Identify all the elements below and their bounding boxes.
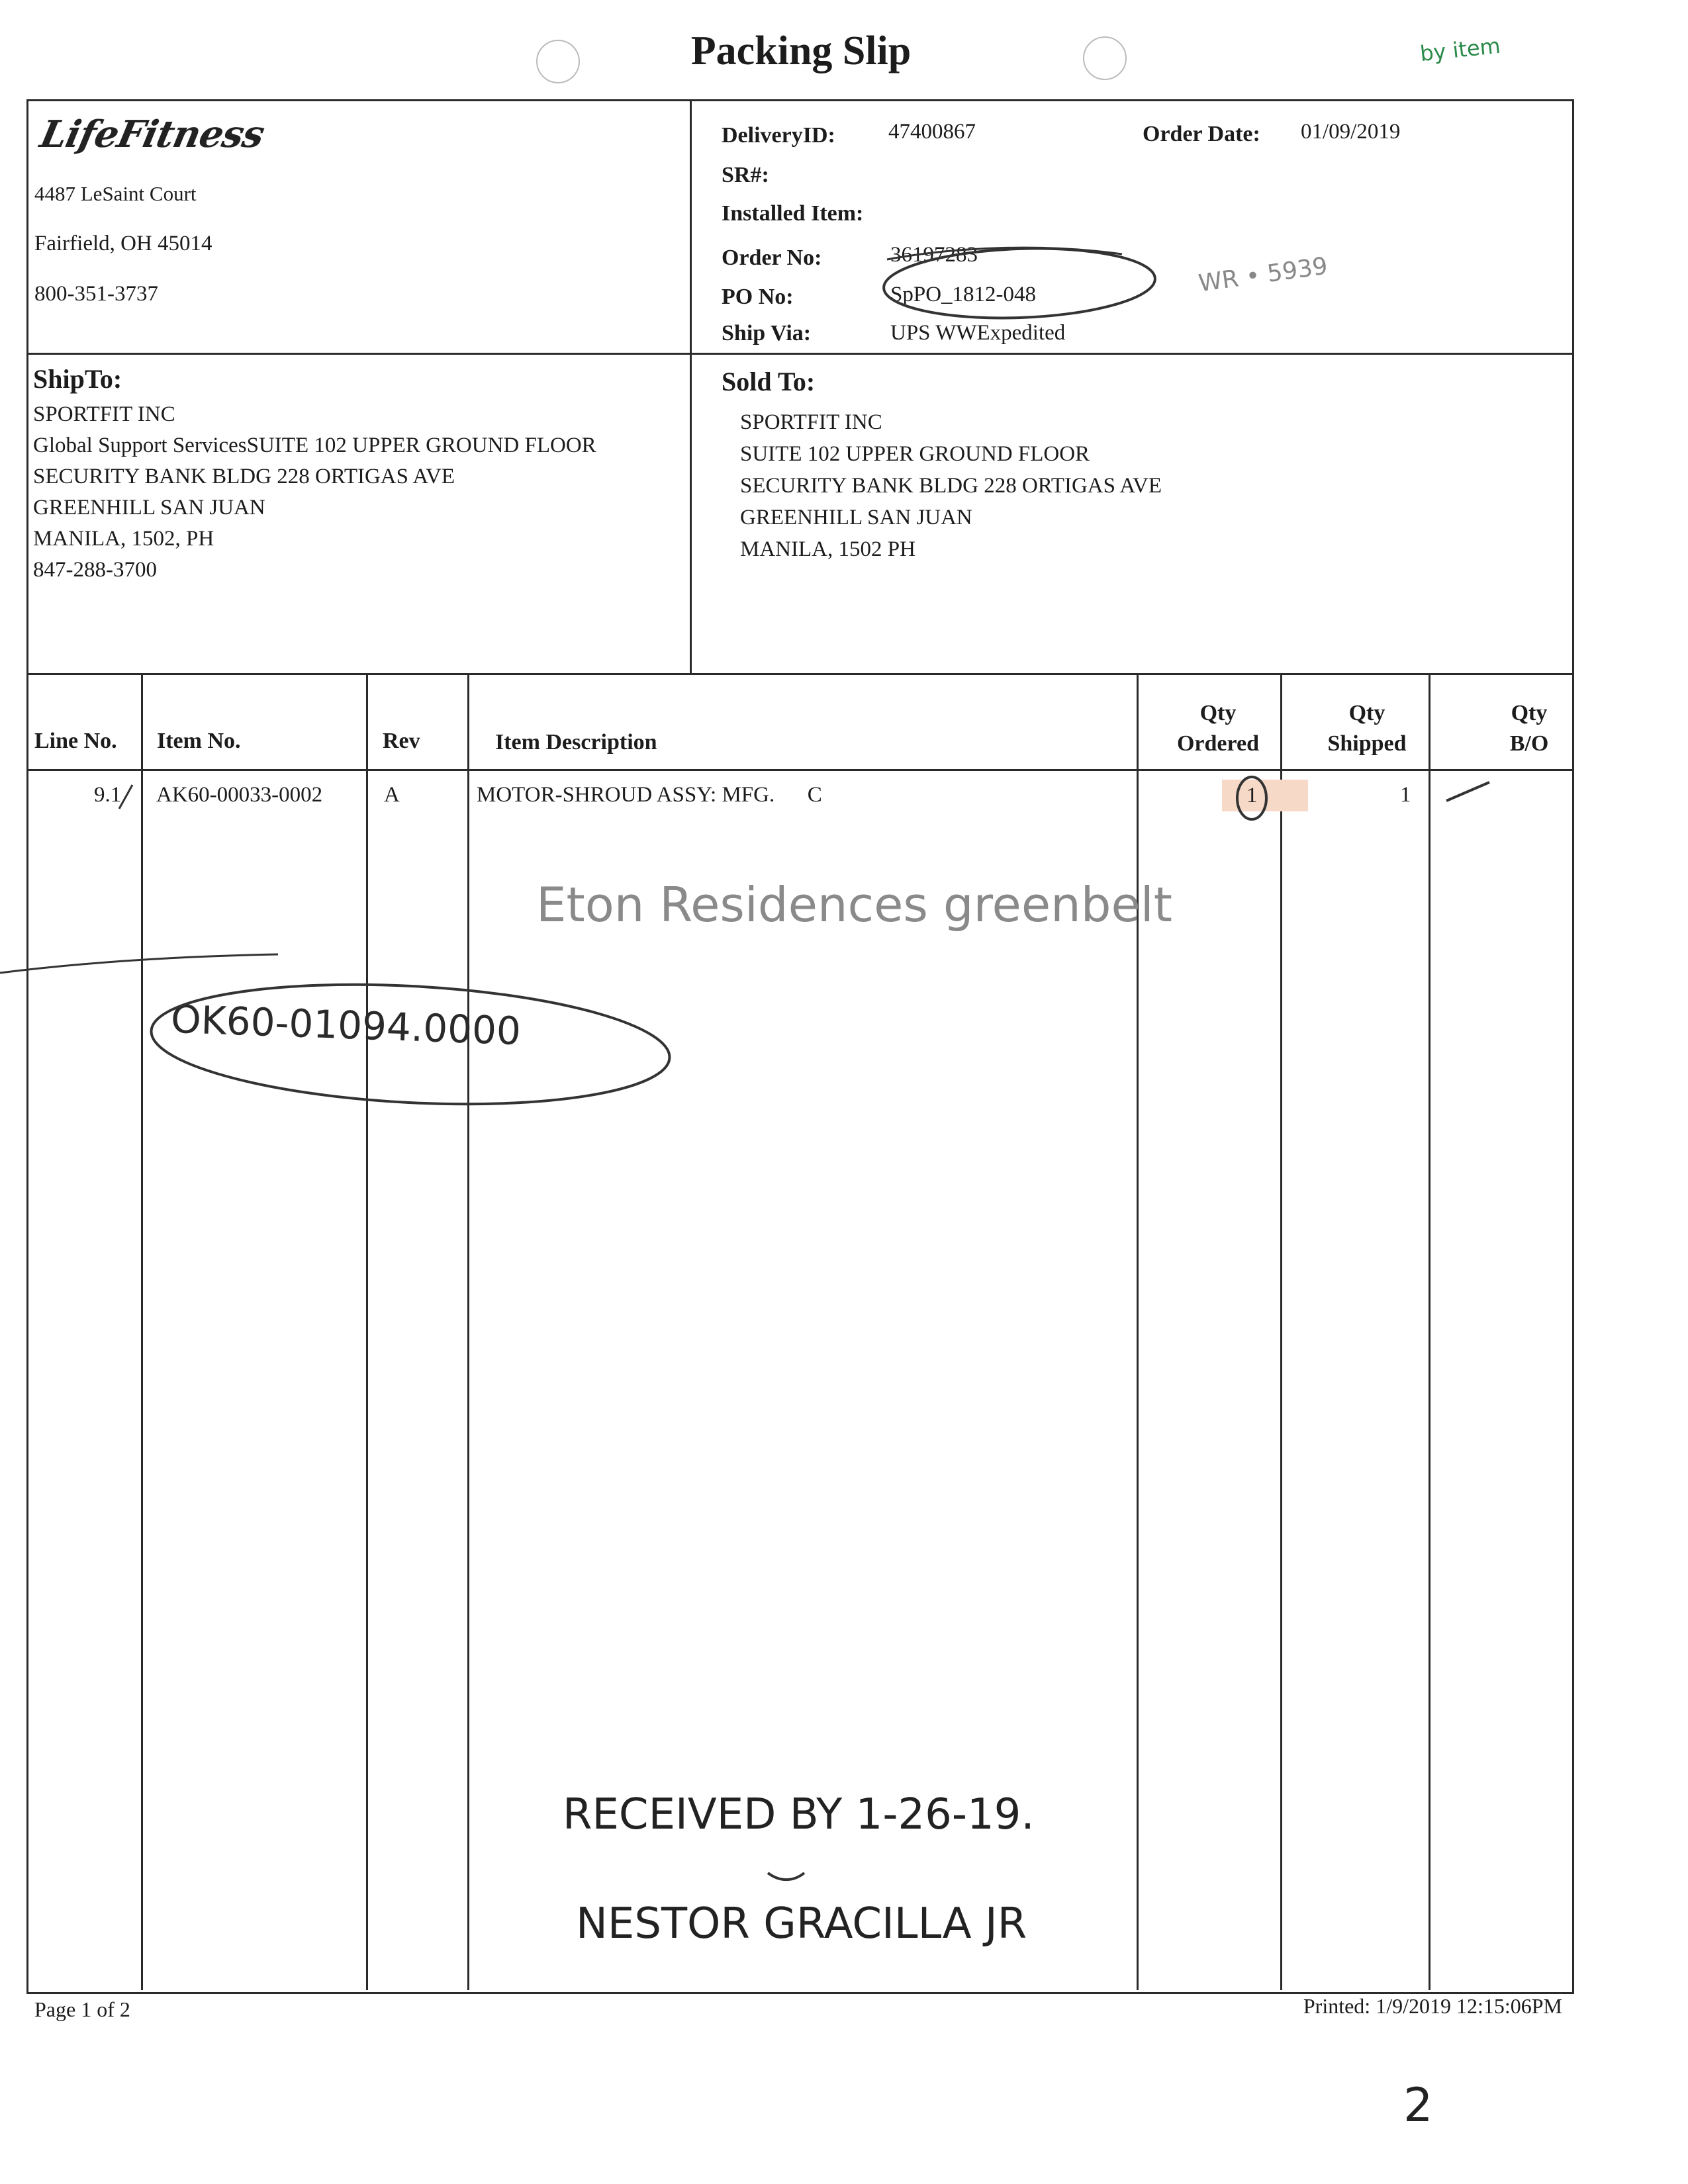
row-qty-shipped: 1 (1400, 783, 1411, 807)
header-qty-bo-line1: Qty (1511, 701, 1548, 725)
qty-ordered-circle (1237, 777, 1266, 819)
handwritten-received: RECEIVED BY 1-26-19. (563, 1790, 1035, 1839)
installed-item-label: Installed Item: (722, 201, 864, 226)
po-number-circle (882, 244, 1156, 322)
header-qty-shipped-line1: Qty (1348, 701, 1385, 725)
handwritten-part-no: OK60-01094.0000 (169, 996, 522, 1054)
page-title: Packing Slip (690, 28, 912, 73)
ship-to-line: Global Support ServicesSUITE 102 UPPER GROUND FLOOR (33, 433, 596, 457)
received-underline (768, 1873, 804, 1880)
part-no-circle (148, 973, 673, 1116)
handwritten-receiver-signature: NESTOR GRACILLA JR (576, 1899, 1027, 1948)
header-rev: Rev (383, 729, 420, 753)
ship-to-label: ShipTo: (33, 364, 122, 394)
handwritten-top-note: by item (1419, 32, 1502, 67)
header-qty-shipped-line2: Shipped (1327, 731, 1407, 756)
delivery-id-label: DeliveryID: (722, 123, 835, 148)
ship-to-line: SPORTFIT INC (33, 402, 175, 426)
header-item-no: Item No. (157, 729, 241, 753)
page-number: Page 1 of 2 (34, 1997, 130, 2021)
printed-timestamp: Printed: 1/9/2019 12:15:06PM (1303, 1994, 1562, 2018)
company-city: Fairfield, OH 45014 (34, 232, 212, 255)
row-line-no: 9.1 (94, 783, 122, 807)
row-qty-ordered: 1 (1246, 784, 1258, 807)
ship-to-line: MANILA, 1502, PH (33, 527, 214, 551)
ship-via-value: UPS WWExpedited (890, 321, 1066, 345)
sold-to-line: SUITE 102 UPPER GROUND FLOOR (740, 442, 1090, 466)
part-no-pointer-line (0, 954, 278, 973)
header-qty-ordered-line2: Ordered (1176, 731, 1259, 756)
order-date-label: Order Date: (1143, 122, 1260, 146)
handwritten-wr-number: WR • 5939 (1197, 252, 1330, 298)
sold-to-line: MANILA, 1502 PH (740, 537, 915, 561)
ship-to-line: 847-288-3700 (33, 558, 157, 582)
order-date-value: 01/09/2019 (1301, 120, 1401, 144)
qty-bo-dash (1446, 782, 1489, 801)
handwritten-page-mark: 2 (1403, 2078, 1433, 2132)
sold-to-line: SECURITY BANK BLDG 228 ORTIGAS AVE (740, 474, 1162, 498)
sr-label: SR#: (722, 163, 769, 187)
line-no-strike (119, 785, 132, 809)
order-no-label: Order No: (722, 246, 822, 270)
sold-to-line: SPORTFIT INC (740, 410, 882, 434)
company-logo: LifeFitness (36, 113, 268, 156)
ship-to-line: SECURITY BANK BLDG 228 ORTIGAS AVE (33, 465, 455, 488)
row-item-description: MOTOR-SHROUD ASSY: MFG. C (477, 783, 822, 807)
handwritten-location: Eton Residences greenbelt (536, 877, 1172, 933)
company-phone: 800-351-3737 (34, 282, 158, 306)
company-address: 4487 LeSaint Court (34, 182, 197, 205)
ship-via-label: Ship Via: (722, 321, 812, 345)
order-no-value: 36197283 (890, 243, 978, 267)
delivery-id-value: 47400867 (888, 120, 976, 144)
header-qty-bo-line2: B/O (1509, 731, 1549, 756)
sold-to-line: GREENHILL SAN JUAN (740, 506, 972, 529)
po-no-label: PO No: (722, 285, 794, 309)
ship-to-line: GREENHILL SAN JUAN (33, 496, 265, 520)
sold-to-label: Sold To: (722, 367, 816, 396)
row-item-no: AK60-00033-0002 (156, 783, 323, 807)
header-qty-ordered-line1: Qty (1199, 701, 1237, 725)
header-line-no: Line No. (34, 729, 117, 753)
po-no-value: SpPO_1812-048 (890, 283, 1037, 306)
row-rev: A (384, 783, 400, 807)
header-item-description: Item Description (495, 730, 657, 754)
